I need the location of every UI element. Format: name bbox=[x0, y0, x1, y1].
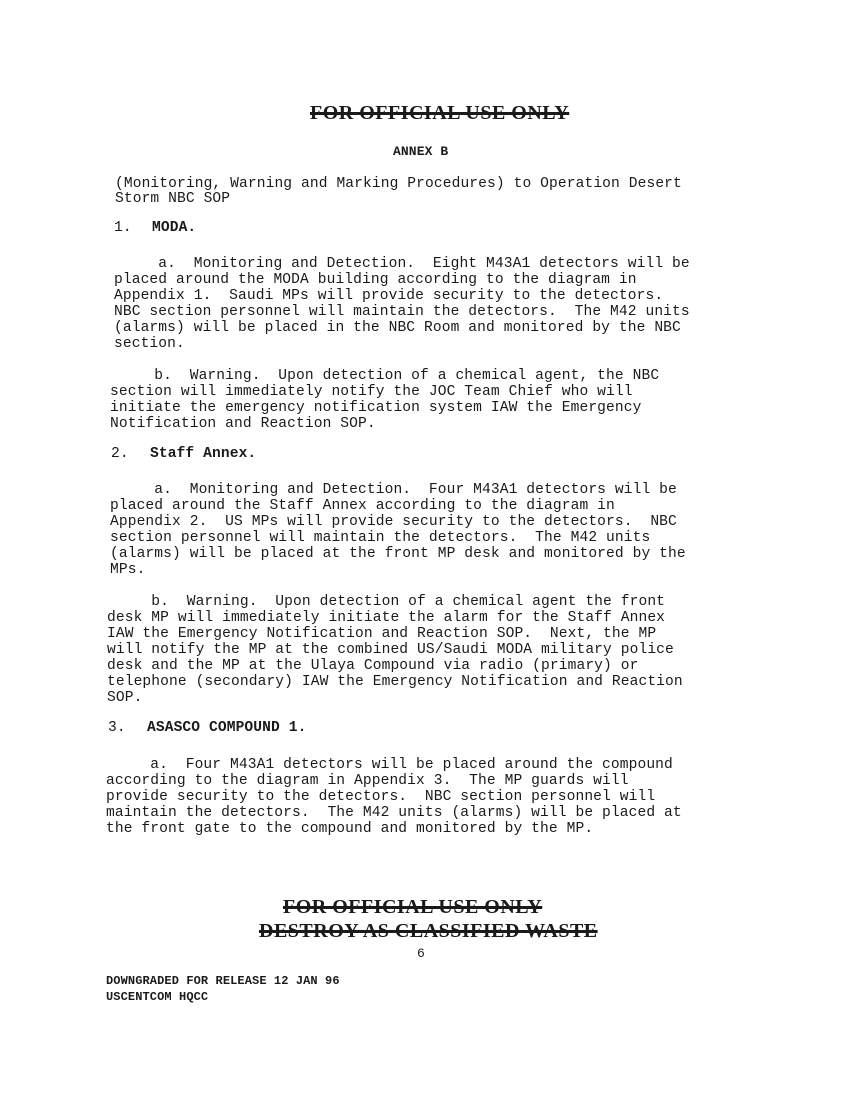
section-title: ASASCO COMPOUND 1. bbox=[147, 720, 307, 736]
paragraph-line: provide security to the detectors. NBC section personnel will bbox=[106, 789, 656, 805]
intro-line: (Monitoring, Warning and Marking Procedures) to Operation Desert bbox=[115, 176, 682, 192]
footer-classification: FOR OFFICIAL USE ONLY bbox=[283, 896, 543, 918]
paragraph-line: MPs. bbox=[110, 562, 146, 578]
paragraph-line: desk MP will immediately initiate the alarm for the Staff Annex bbox=[107, 610, 666, 626]
intro-line: Storm NBC SOP bbox=[115, 191, 231, 207]
page-number: 6 bbox=[417, 946, 425, 961]
paragraph-line: maintain the detectors. The M42 units (alarms) will be placed at bbox=[106, 805, 682, 821]
paragraph-line: b. Warning. Upon detection of a chemical agent, the NBC bbox=[110, 368, 660, 384]
paragraph-line: placed around the MODA building according to the diagram in bbox=[114, 272, 637, 288]
paragraph-line: b. Warning. Upon detection of a chemical agent the front bbox=[107, 594, 666, 610]
annex-title: ANNEX B bbox=[393, 144, 449, 159]
paragraph-line: a. Monitoring and Detection. Four M43A1 detectors will be bbox=[110, 482, 677, 498]
paragraph-line: SOP. bbox=[107, 690, 143, 706]
release-line: DOWNGRADED FOR RELEASE 12 JAN 96 bbox=[106, 974, 340, 988]
paragraph-line: initiate the emergency notification system IAW the Emergency bbox=[110, 400, 642, 416]
paragraph-line: a. Monitoring and Detection. Eight M43A1 detectors will be bbox=[114, 256, 690, 272]
paragraph-line: according to the diagram in Appendix 3. The MP guards will bbox=[106, 773, 629, 789]
section-number: 1. bbox=[114, 220, 132, 236]
paragraph-line: Appendix 2. US MPs will provide security to the detectors. NBC bbox=[110, 514, 677, 530]
paragraph-line: (alarms) will be placed at the front MP desk and monitored by the bbox=[110, 546, 686, 562]
paragraph-line: desk and the MP at the Ulaya Compound via radio (primary) or bbox=[107, 658, 639, 674]
paragraph-line: Notification and Reaction SOP. bbox=[110, 416, 376, 432]
paragraph-line: placed around the Staff Annex according to the diagram in bbox=[110, 498, 615, 514]
paragraph-line: section will immediately notify the JOC Team Chief who will bbox=[110, 384, 633, 400]
footer-destroy-notice: DESTROY AS CLASSIFIED WASTE bbox=[259, 920, 598, 942]
paragraph-line: telephone (secondary) IAW the Emergency Notification and Reaction bbox=[107, 674, 683, 690]
paragraph-line: Appendix 1. Saudi MPs will provide security to the detectors. bbox=[114, 288, 664, 304]
section-number: 2. bbox=[111, 446, 129, 462]
paragraph-line: section. bbox=[114, 336, 185, 352]
paragraph-line: NBC section personnel will maintain the detectors. The M42 units bbox=[114, 304, 690, 320]
paragraph-line: section personnel will maintain the detectors. The M42 units bbox=[110, 530, 651, 546]
section-title: Staff Annex. bbox=[150, 446, 257, 462]
paragraph-line: a. Four M43A1 detectors will be placed around the compound bbox=[106, 757, 673, 773]
paragraph-line: (alarms) will be placed in the NBC Room and monitored by the NBC bbox=[114, 320, 681, 336]
section-title: MODA. bbox=[152, 220, 197, 236]
paragraph-line: will notify the MP at the combined US/Saudi MODA military police bbox=[107, 642, 674, 658]
section-number: 3. bbox=[108, 720, 126, 736]
paragraph-line: the front gate to the compound and monitored by the MP. bbox=[106, 821, 594, 837]
release-line: USCENTCOM HQCC bbox=[106, 990, 209, 1004]
header-classification: FOR OFFICIAL USE ONLY bbox=[310, 102, 570, 124]
paragraph-line: IAW the Emergency Notification and Reaction SOP. Next, the MP bbox=[107, 626, 657, 642]
